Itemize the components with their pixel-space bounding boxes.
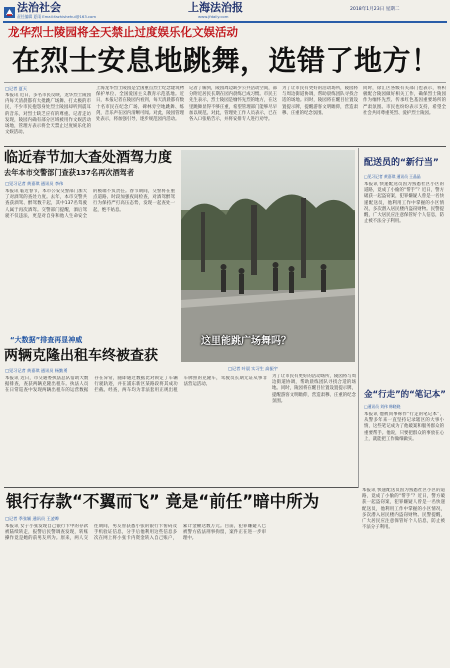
article4-body: 本报讯 女子小张发现自己银行卡中的存款被陆续转走，报警后民警调查发现，转账操作竟是她的前男友所为。原来，两人交往期间，男友曾获悉小张的银行卡密码及手机验证信息，分手后他利用这些信息多次在网上将小张卡内资金转入自己账户，累计金额达数万元。目前，犯罪嫌疑人已被警方依法刑事拘留，案件正在进一步审理中。: [5, 524, 266, 542]
park-scene-image: [181, 150, 355, 362]
article3-byline: □见习记者 黄嘉琪 通讯员 杨勤勇: [5, 368, 68, 373]
photo-caption: □记者 叶晨 实习生 高振宇: [228, 366, 278, 371]
sidebar2-body: 本报讯 他被同事称作“行走的笔记本”，从警多年来一直坚持记录辖区的大事小情，这些笔记成为了他破案和服务群众的重要帮手。他说，只要把群众的事放在心上，就能把工作做细做实。: [364, 412, 444, 442]
sidebar1-box: [362, 150, 445, 386]
article2-byline: □见习记者 黄嘉琪 通讯员 李伟: [5, 181, 64, 186]
website: www.jfdaily.com: [198, 14, 229, 19]
lead-headline: 在烈士安息地跳舞，选错了地方！: [12, 44, 440, 77]
article2-subhead: 去年本市交警部门查获137名再次酒驾者: [4, 168, 135, 177]
section-title: 法治社会: [17, 1, 61, 14]
photo-caption-text: 为了让市民有更好的活动场所，陵园将与周边街道协调，帮助晨练团队寻找合适的场地。同时，陵园将在醒目位置设置提示牌，提醒游客文明瞻仰，营造肃穆、庄重的纪念氛围。: [272, 374, 356, 404]
photo-overlay-text: 这里能跳广场舞吗？: [201, 336, 291, 347]
sidebar1-byline: □见习记者 黄嘉琪 通讯员 王晶晶: [364, 174, 421, 179]
lead-col-3: 记者了解到，陵园周边缺少公共活动空间，部分附近居民长期在园内晨练已成习惯。市民王先生表示，烈士陵园是缅怀先烈的地方，在这里跳舞显得不够庄重，希望管理部门能够尽早加以规范。对此，管理处工作人员表示，已在各入口张贴告示，并将安排专人进行劝导。: [189, 86, 277, 123]
lead-col-2: 上海龙华烈士陵园是全国重点烈士纪念建筑物保护单位、全国爱国主义教育示范基地。近日，本报记者在陵园内看到，每天清晨都有数十名市民在纪念广场、碑林旁空地跳舞、练剑，音乐声在园内清晰可闻。对此，陵园管理处表示，将加强引导，逐步规范园内活动。: [96, 86, 184, 123]
page-editors: 责任编辑 夏雨 Email:fazhishehui@163.com: [17, 14, 97, 19]
sidebar2-byline: □通讯员 刘伟 韩晓晓: [364, 404, 401, 409]
lead-byline: □记者 夏天: [5, 86, 28, 91]
issue-date: 2018年1月23日 星期二: [350, 7, 400, 12]
article2-headline: 临近春节加大查处酒驾力度: [4, 150, 172, 166]
lead-col-4: 为了让市民有更好的活动场所，陵园将与周边街道协调，帮助晨练团队寻找合适的场地。同时，陵园将在醒目位置设置提示牌，提醒游客文明瞻仰，营造肃穆、庄重的纪念氛围。: [282, 86, 358, 116]
article4-top-rule: [4, 487, 358, 488]
lead-bottom-rule: [4, 146, 446, 147]
sidebar2-headline: 金“行走”的“笔记本”: [364, 390, 446, 400]
lead-col-5: 同时，徐汇区各级有关部门也表示，将积极配合陵园做好相关工作，确保烈士陵园作为缅怀先烈、传承红色基因重要场所的严肃氛围。市民也纷纷表示支持，希望全社会共同尊重英烈、爱护烈士陵园。: [363, 86, 446, 116]
paper-name: 上海法治报: [188, 1, 243, 14]
article2-body: 本报讯 临近春节，本市公安交警部门加大了对酒驾的查处力度。去年，本市交警共查获酒驾、醉驾数千起，其中137名驾驶人属于再次酒驾。交警部门提醒，酒后驾驶不仅违法，更是对自身和他人生命安全的极端不负责任。春节期间，交警将在重点道路、时段加强夜间检查，对酒驾醉驾行为保持严打高压态势，发现一起查处一起，绝不姑息。: [5, 189, 175, 219]
vertical-divider: [358, 148, 359, 488]
masthead: [0, 0, 450, 22]
sidebar1-body: 本报讯 快递配送员因为熟悉社区小区的道路，竟成了小偷的“帮手”？近日，警方破获一起盗窃案，犯罪嫌疑人曾是一名快递配送员，他利用工作中掌握的小区情况，多次潜入居民楼内盗窃财物。民警提醒，广大居民应注意保管好个人信息，防止被不法分子利用。: [364, 182, 444, 225]
lead-kicker: 龙华烈士陵园将全天禁止过度娱乐化文娱活动: [8, 25, 238, 39]
sidebar1-headline: 配送员的“新行当”: [364, 158, 439, 168]
news-photo: [181, 150, 355, 362]
lead-col-1: 本报讯 近日，多名市民反映，龙华烈士陵园内每天清晨都有大批跳广场舞、打太极的市民，不少市民抱怨身处烈士陵园却听到震耳的音乐，对烈士缺乏应有的尊重。记者走访发现，陵园内确有部分区域被用作文娱活动场地，管理方表示将全天禁止过度娱乐化的文娱活动。: [5, 93, 91, 136]
masthead-rule: [3, 21, 447, 23]
section-logo-icon: [4, 3, 15, 14]
article4-continued: 本报讯 快递配送员因为熟悉社区小区的道路，竟成了小偷的“帮手”？近日，警方破获一起盗窃案，犯罪嫌疑人曾是一名快递配送员，他利用工作中掌握的小区情况，多次潜入居民楼内盗窃财物。民警提醒，广大居民应注意保管好个人信息，防止被不法分子利用。: [362, 488, 445, 531]
article4-headline: 银行存款“不翼而飞” 竟是“前任”暗中所为: [6, 492, 320, 511]
article3-body: 本报讯 近日，市交通委执法总队借助大数据排查，查获两辆克隆出租车。执法人员在日常巡查中发现两辆出租车的运营数据存在异常，随即通过数据比对锁定了车辆行驶轨迹，并在浦东新区某路段将其成功拦截。经查，两车均为非法套用正规出租车牌照的克隆车，驾驶员长期无证从事非法营运活动。: [5, 376, 267, 394]
article4-byline: □记者 季张颖 通讯员 王凌晔: [5, 516, 60, 521]
lead-rule: [4, 82, 446, 83]
article3-kicker: “大数据”排查再显神威: [10, 336, 83, 344]
article3-headline: 两辆克隆出租车终被查获: [4, 348, 158, 364]
sidebar2: [362, 388, 445, 484]
